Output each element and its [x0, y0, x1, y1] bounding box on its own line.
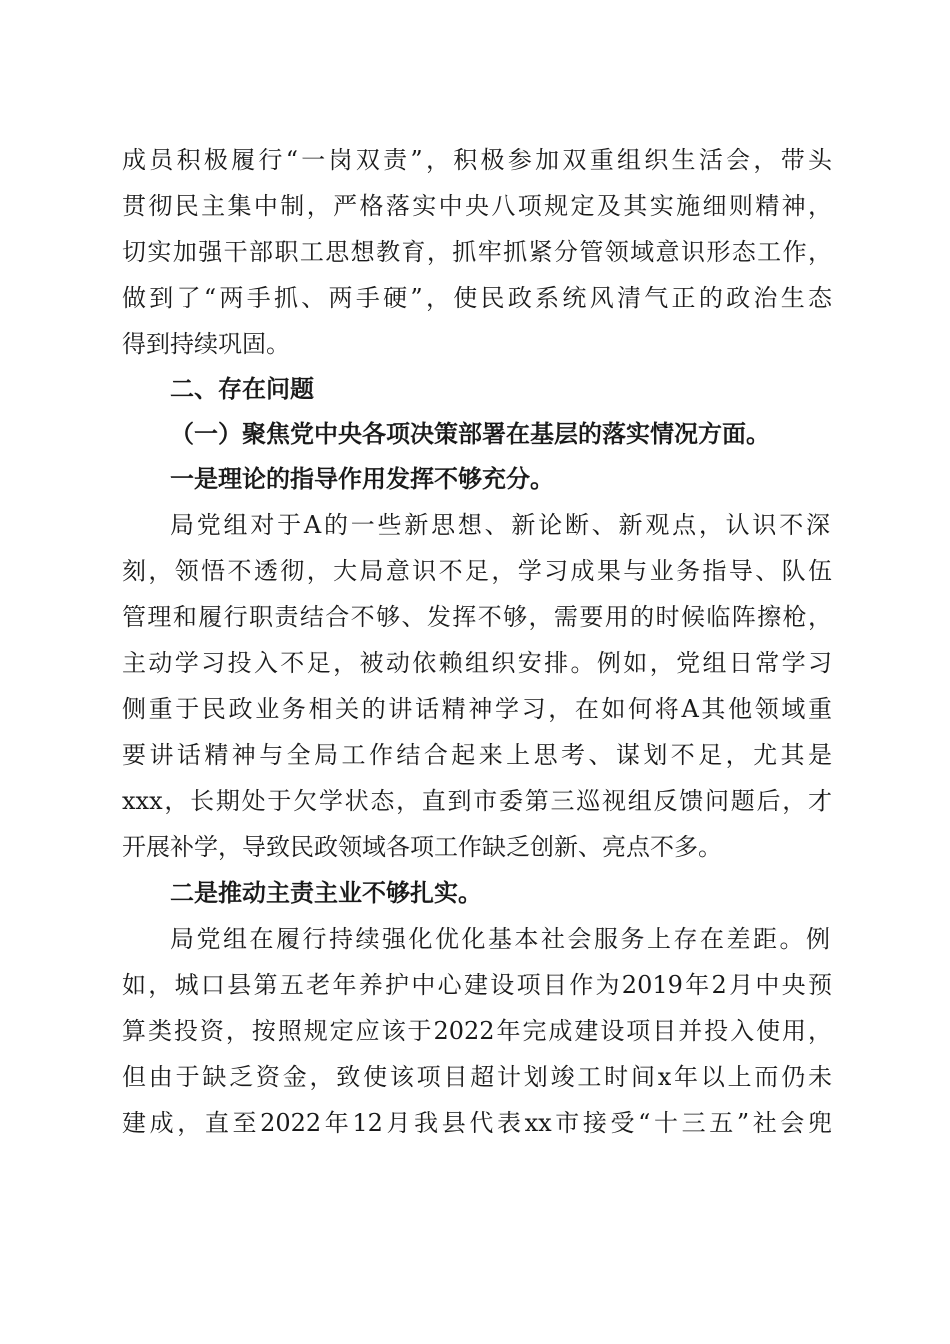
paragraph-line: 贯彻民主集中制，严格落实中央八项规定及其实施细则精神， — [122, 192, 832, 220]
point-title: 一是理论的指导作用发挥不够充分。 — [170, 464, 554, 493]
paragraph-line: 建成，直至2022年12月我县代表xx市接受“十三五”社会兜 — [122, 1109, 832, 1137]
paragraph-line: 算类投资，按照规定应该于2022年完成建设项目并投入使用， — [122, 1017, 832, 1045]
paragraph-line: 要讲话精神与全局工作结合起来上思考、谋划不足，尤其是 — [122, 741, 832, 769]
section-heading: 二、存在问题 — [170, 375, 314, 403]
paragraph-line: 但由于缺乏资金，致使该项目超计划竣工时间x年以上而仍未 — [122, 1063, 832, 1091]
paragraph-line: 主动学习投入不足，被动依赖组织安排。例如，党组日常学习 — [122, 649, 832, 677]
paragraph-line: 侧重于民政业务相关的讲话精神学习，在如何将A其他领域重 — [122, 695, 832, 723]
point-title: 二是推动主责主业不够扎实。 — [170, 878, 482, 907]
paragraph-line: 成员积极履行“一岗双责”，积极参加双重组织生活会，带头 — [122, 146, 832, 174]
paragraph-line: 做到了“两手抓、两手硬”，使民政系统风清气正的政治生态 — [122, 284, 832, 312]
paragraph-line: 刻，领悟不透彻，大局意识不足，学习成果与业务指导、队伍 — [122, 557, 832, 585]
subsection-heading: （一）聚焦党中央各项决策部署在基层的落实情况方面。 — [170, 419, 770, 448]
paragraph-line: 如，城口县第五老年养护中心建设项目作为2019年2月中央预 — [122, 971, 832, 999]
paragraph-line: 局党组在履行持续强化优化基本社会服务上存在差距。例 — [170, 925, 830, 953]
paragraph-line: 得到持续巩固。 — [122, 330, 290, 358]
paragraph-line: 开展补学，导致民政领域各项工作缺乏创新、亮点不多。 — [122, 833, 722, 861]
paragraph-line: xxx，长期处于欠学状态，直到市委第三巡视组反馈问题后，才 — [122, 787, 832, 815]
paragraph-line: 管理和履行职责结合不够、发挥不够，需要用的时候临阵擦枪， — [122, 603, 832, 631]
paragraph-line: 切实加强干部职工思想教育，抓牢抓紧分管领域意识形态工作， — [122, 238, 832, 266]
paragraph-line: 局党组对于A的一些新思想、新论断、新观点，认识不深 — [170, 511, 830, 539]
